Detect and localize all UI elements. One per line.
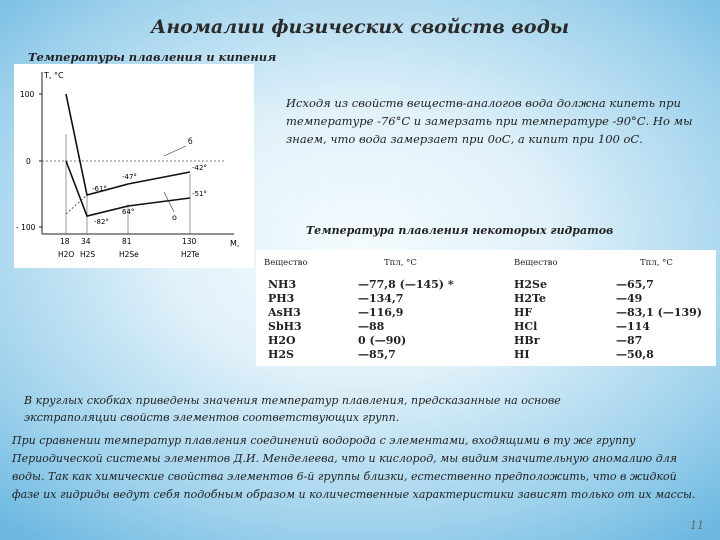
table-cell-temp: —116,9: [358, 306, 404, 319]
page-number: 11: [690, 519, 704, 532]
table-cell-substance: H2Te: [514, 292, 546, 305]
y-tick-minus100: - 100: [16, 223, 36, 232]
pointer-o: [164, 192, 174, 212]
table-cell-temp: —77,8 (—145) *: [358, 278, 454, 291]
graph-subtitle: Температуры плавления и кипения: [28, 50, 277, 64]
slide-title: Аномалии физических свойств воды: [150, 16, 570, 38]
x-tick-18: 18: [60, 237, 70, 246]
graph-svg: [14, 64, 254, 268]
table-cell-temp: —85,7: [358, 348, 396, 361]
annotation-51: -51°: [192, 190, 207, 198]
table-header-temp-left: Tпл, °C: [384, 258, 417, 268]
table-cell-substance: HF: [514, 306, 533, 319]
extrapolation-line: [66, 195, 87, 214]
annotation-82: -82°: [94, 218, 109, 226]
annotation-b: б: [188, 137, 193, 146]
table-cell-substance: HI: [514, 348, 530, 361]
table-cell-substance: SbH3: [268, 320, 302, 333]
x-tick-81: 81: [122, 237, 132, 246]
table-cell-substance: HCl: [514, 320, 538, 333]
annotation-61: -61°: [92, 185, 107, 193]
table-cell-temp: —49: [616, 292, 643, 305]
x-axis-label: M,: [230, 239, 240, 248]
y-tick-0: 0: [26, 157, 31, 166]
annotation-47: -47°: [122, 173, 137, 181]
y-tick-100: 100: [20, 90, 35, 99]
table-cell-substance: H2Se: [514, 278, 547, 291]
table-cell-temp: —114: [616, 320, 650, 333]
annotation-64: 64°: [122, 208, 135, 216]
y-axis-label: T, °C: [44, 71, 64, 80]
table-cell-substance: NH3: [268, 278, 297, 291]
compound-h2te: H2Te: [181, 250, 200, 259]
footnote: В круглых скобках приведены значения температур плавления, предсказанные на основе экстраполяции свойств элементов соответствующих групп.: [24, 394, 561, 424]
table-cell-temp: —134,7: [358, 292, 404, 305]
annotation-42: -42°: [192, 164, 207, 172]
x-tick-34: 34: [81, 237, 91, 246]
melting-points-table: [256, 250, 716, 366]
pointer-b: [164, 146, 186, 156]
table-cell-substance: PH3: [268, 292, 295, 305]
table-cell-temp: —88: [358, 320, 385, 333]
intro-text: Исходя из свойств веществ-аналогов вода должна кипеть при температуре -76°С и замерзать при температуре -90°С. Но мы знаем, что вода замерзает при 0оС, а кипит при 100 оС.: [286, 96, 693, 146]
table-cell-temp: —50,8: [616, 348, 654, 361]
table-cell-temp: —65,7: [616, 278, 654, 291]
x-tick-130: 130: [182, 237, 197, 246]
compound-h2s: H2S: [80, 250, 96, 259]
table-cell-temp: —87: [616, 334, 643, 347]
table-cell-substance: AsH3: [268, 306, 301, 319]
compound-h2se: H2Se: [119, 250, 139, 259]
table-cell-substance: H2S: [268, 348, 294, 361]
table-cell-substance: H2O: [268, 334, 296, 347]
body-paragraph: При сравнении температур плавления соединений водорода с элементами, входящими в ту же группу Периодической системы элементов Д.И. Менделеева, что и кислород, мы видим значительную аномалию для воды. Так как химические свойства элементов 6-й группы близки, естественно предположить, что в жидкой фазе их гидриды ведут себя подобным образом и количественные характеристики зависят только от их массы.: [12, 434, 696, 501]
table-cell-temp: —83,1 (—139): [616, 306, 702, 319]
table-header-temp-right: Tпл, °C: [640, 258, 673, 268]
table-cell-substance: HBr: [514, 334, 540, 347]
table-title: Температура плавления некоторых гидратов: [306, 224, 614, 237]
table-cell-temp: 0 (—90): [358, 334, 407, 347]
table-header-substance-left: Вещество: [264, 258, 308, 268]
melting-boiling-graph: [14, 64, 254, 268]
annotation-o: о: [172, 213, 177, 222]
compound-h2o: H2O: [58, 250, 75, 259]
table-header-substance-right: Вещество: [514, 258, 558, 268]
